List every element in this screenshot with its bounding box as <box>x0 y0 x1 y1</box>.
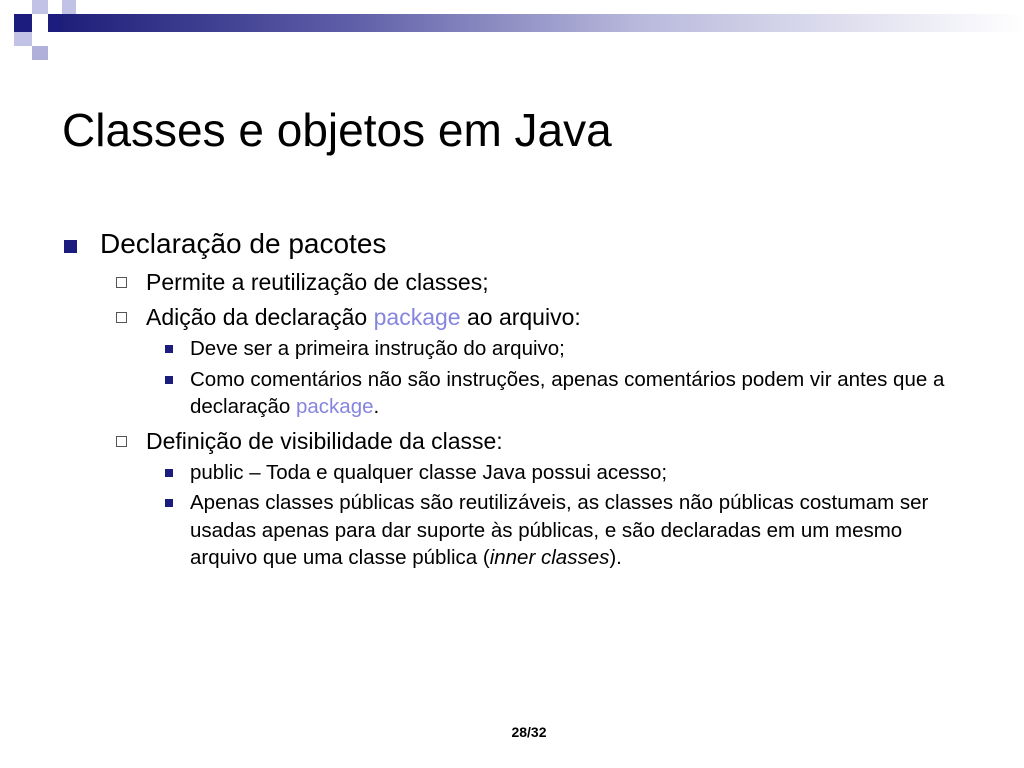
slide-content <box>62 226 962 572</box>
sub-bullet-item <box>62 302 962 332</box>
deco-square <box>14 14 32 32</box>
sub-sub-bullet-text: Apenas classes públicas são reutilizáveis, as classes não públicas costumam ser usadas apenas para dar suporte às públicas, e são declaradas em um mesmo arquivo que uma classe pública ( <box>190 491 929 569</box>
sub-bullet-text: Permite a reutilização de classes; <box>146 269 489 295</box>
sub-bullet-item <box>62 426 962 456</box>
sub-sub-bullet-item <box>62 366 970 421</box>
deco-square <box>48 14 62 32</box>
package-keyword: package <box>373 304 461 330</box>
sub-sub-bullet-text: Deve ser a primeira instrução do arquivo; <box>190 337 565 360</box>
bullet-item <box>62 226 962 262</box>
small-square-bullet-icon <box>165 469 173 477</box>
sub-bullet-text: Adição da declaração <box>146 304 374 330</box>
hollow-square-bullet-icon <box>116 312 127 323</box>
sub-bullet-text: ao arquivo: <box>460 304 581 330</box>
sub-sub-bullet-item <box>62 489 970 572</box>
sub-sub-bullet-text: ). <box>609 546 622 569</box>
sub-sub-bullet-text: . <box>373 395 380 418</box>
small-square-bullet-icon <box>165 376 173 384</box>
deco-square <box>62 0 76 14</box>
hollow-square-bullet-icon <box>116 436 127 447</box>
sub-sub-bullet-item <box>62 459 970 487</box>
page-number: 28/32 <box>511 724 547 740</box>
bullet-text: Declaração de pacotes <box>100 228 387 259</box>
sub-sub-bullet-item <box>62 335 970 363</box>
deco-square <box>14 32 32 46</box>
hollow-square-bullet-icon <box>116 277 127 288</box>
small-square-bullet-icon <box>165 345 173 353</box>
deco-square <box>32 46 48 60</box>
inner-classes-italic: inner classes <box>489 546 610 569</box>
sub-sub-bullet-text: Como comentários não são instruções, apenas comentários podem vir antes que a declaração <box>190 367 945 418</box>
sub-sub-bullet-text: public – Toda e qualquer classe Java possui acesso; <box>190 460 668 484</box>
small-square-bullet-icon <box>165 499 173 507</box>
slide-title: Classes e objetos em Java <box>62 104 612 156</box>
square-bullet-icon <box>64 240 77 253</box>
deco-square <box>32 0 48 14</box>
header-gradient-bar <box>62 14 1024 32</box>
sub-bullet-text: Definição de visibilidade da classe: <box>146 427 503 454</box>
sub-bullet-item <box>62 267 962 297</box>
package-keyword: package <box>295 395 374 418</box>
header-decoration <box>0 0 1024 62</box>
